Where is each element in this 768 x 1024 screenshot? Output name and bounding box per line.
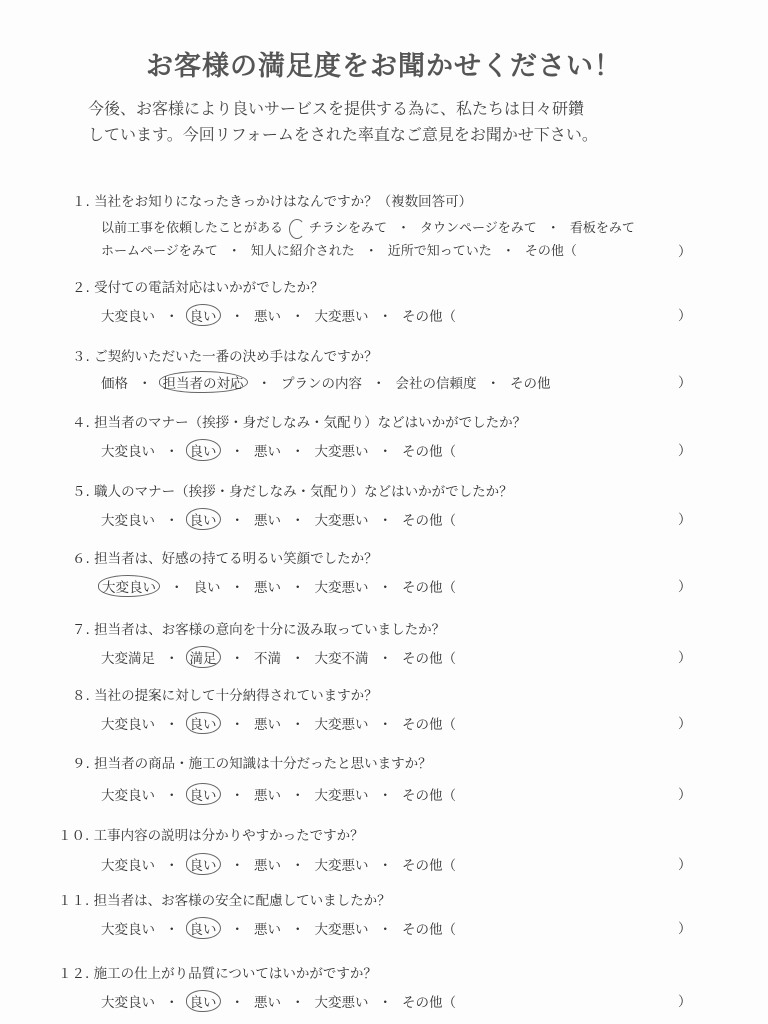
separator: ・ (170, 580, 184, 596)
question-3 (72, 345, 378, 365)
question-number: ６. (72, 551, 90, 567)
answer-option[interactable]: 悪い (254, 788, 281, 804)
question-2 (72, 276, 324, 296)
answer-option[interactable]: 大変良い (101, 858, 155, 874)
question-text: 担当者は、好感の持てる明るい笑顔でしたか？ (94, 551, 378, 567)
separator: ・ (291, 580, 305, 596)
answer-option[interactable]: 大変悪い (314, 444, 369, 460)
question-11 (58, 889, 391, 909)
answer-option[interactable]: 大変不満 (314, 651, 369, 667)
option[interactable]: ホームページをみて (101, 244, 218, 259)
question-text: 担当者の商品・施工の知識は十分だったと思いますか？ (94, 756, 432, 772)
question-text: 施工の仕上がり品質についてはいかがですか？ (93, 966, 377, 982)
answer-option[interactable]: 満足 (186, 646, 221, 668)
close-paren: ） (678, 244, 692, 260)
answer-options (101, 371, 688, 393)
separator: ・ (378, 444, 392, 460)
separator: ・ (165, 922, 179, 938)
separator: ・ (291, 858, 305, 874)
separator: ・ (165, 513, 179, 529)
separator: ・ (165, 995, 179, 1011)
separator: ・ (138, 376, 152, 392)
question-text: 受付ての電話対応はいかがでしたか？ (94, 280, 324, 296)
question-text: 職人のマナー（挨拶・身だしなみ・気配り）などはいかがでしたか？ (94, 484, 513, 500)
separator: ・ (291, 995, 305, 1011)
answer-option[interactable]: 大変良い (98, 575, 160, 597)
answer-options (101, 646, 688, 668)
separator: ・ (486, 376, 500, 392)
question-text: 担当者は、お客様の安全に配慮していましたか？ (93, 893, 391, 909)
question-5 (72, 480, 513, 500)
question-9 (72, 752, 432, 772)
question-text: 工事内容の説明は分かりやすかったですか？ (93, 828, 364, 844)
answer-option[interactable]: 悪い (254, 309, 281, 325)
answer-option[interactable]: その他（ (402, 858, 456, 874)
option[interactable]: 看板をみて (569, 221, 635, 236)
separator: ・ (230, 651, 244, 667)
separator: ・ (230, 444, 244, 460)
answer-option[interactable]: 大変悪い (314, 995, 369, 1011)
close-paren: ） (678, 443, 692, 459)
separator: ・ (165, 788, 179, 804)
intro-line: 今後、お客様により良いサービスを提供する為に、私たちは日々研鑽 (88, 99, 585, 118)
answer-option[interactable]: 悪い (254, 513, 281, 529)
separator: ・ (291, 513, 305, 529)
answer-option[interactable]: その他（ (402, 717, 456, 733)
separator: ・ (291, 717, 305, 733)
answer-option[interactable]: 不満 (254, 651, 281, 667)
option[interactable]: チラシをみて (309, 221, 388, 236)
answer-option[interactable]: 担当者の対応 (159, 371, 248, 393)
separator: ・ (230, 580, 244, 596)
answer-option[interactable]: 大変悪い (314, 309, 369, 325)
question-1 (72, 190, 472, 210)
question-number: ９. (72, 756, 90, 772)
answer-options (101, 783, 688, 805)
separator: ・ (230, 788, 244, 804)
answer-option[interactable]: 悪い (254, 858, 281, 874)
answer-option[interactable]: その他（ (402, 995, 456, 1011)
separator: ・ (230, 995, 244, 1011)
separator: ・ (378, 651, 392, 667)
answer-option[interactable]: その他（ (402, 651, 456, 667)
answer-option[interactable]: 大変良い (101, 922, 155, 938)
question-text: ご契約いただいた一番の決め手はなんですか？ (94, 349, 378, 365)
answer-option[interactable]: 大変良い (101, 995, 155, 1011)
separator: ・ (230, 309, 244, 325)
question-text: 当社の提案に対して十分納得されていますか？ (94, 688, 378, 704)
close-paren: ） (678, 994, 692, 1010)
separator: ・ (378, 858, 392, 874)
answer-options (101, 304, 688, 326)
q1-options-line2: ホームページをみて ・ 知人に紹介された ・ 近所で知っていた ・ その他（ (101, 244, 577, 259)
close-paren: ） (678, 579, 692, 595)
close-paren: ） (678, 375, 692, 391)
option[interactable]: その他（ (524, 244, 577, 259)
answer-option[interactable]: 大変良い (101, 513, 155, 529)
answer-options (101, 575, 688, 597)
separator: ・ (230, 858, 244, 874)
answer-option[interactable]: 良い (186, 990, 221, 1012)
answer-option[interactable]: その他（ (402, 788, 456, 804)
answer-option[interactable]: 大変悪い (314, 858, 369, 874)
answer-option[interactable]: その他（ (402, 922, 456, 938)
close-paren: ） (678, 716, 692, 732)
separator: ・ (378, 922, 392, 938)
answer-option[interactable]: 大変良い (101, 788, 155, 804)
answer-option[interactable]: その他（ (402, 513, 456, 529)
answer-option[interactable]: 悪い (254, 717, 281, 733)
separator: ・ (378, 309, 392, 325)
answer-options (101, 917, 688, 939)
intro-line: しています。今回リフォームをされた率直なご意見をお聞かせ下さい。 (88, 125, 598, 144)
answer-options (101, 439, 688, 461)
answer-option[interactable]: プランの内容 (281, 376, 362, 392)
separator: ・ (165, 651, 179, 667)
answer-option[interactable]: その他 (510, 376, 551, 392)
option[interactable]: 近所で知っていた (387, 244, 492, 259)
answer-option[interactable]: 大変悪い (314, 717, 369, 733)
answer-option[interactable]: 悪い (254, 922, 281, 938)
question-text: 担当者のマナー（挨拶・身だしなみ・気配り）などはいかがでしたか？ (94, 415, 527, 431)
question-12 (58, 962, 377, 982)
option[interactable]: タウンページをみて (420, 221, 537, 236)
separator: ・ (165, 858, 179, 874)
answer-options (101, 990, 688, 1012)
question-7 (72, 618, 445, 638)
separator: ・ (230, 513, 244, 529)
close-paren: ） (678, 787, 692, 803)
answer-option[interactable]: 良い (186, 304, 221, 326)
answer-option[interactable]: その他（ (402, 309, 456, 325)
separator: ・ (372, 376, 386, 392)
separator: ・ (291, 309, 305, 325)
answer-option[interactable]: その他（ (402, 444, 456, 460)
separator: ・ (378, 995, 392, 1011)
separator: ・ (291, 788, 305, 804)
page-title: お客様の満足度をお聞かせください！ (146, 51, 622, 82)
answer-option[interactable]: 良い (193, 580, 221, 596)
answer-option[interactable]: 大変悪い (314, 513, 369, 529)
answer-option[interactable]: 大変悪い (314, 788, 369, 804)
answer-option[interactable]: 大変良い (101, 717, 155, 733)
separator: ・ (291, 651, 305, 667)
question-number: ８. (72, 688, 90, 704)
close-paren: ） (678, 857, 692, 873)
handwritten-circle-mark (289, 219, 305, 239)
separator: ・ (230, 717, 244, 733)
question-text: 担当者は、お客様の意向を十分に汲み取っていましたか？ (94, 622, 446, 638)
answer-option[interactable]: 良い (186, 439, 221, 461)
q1-options-line1: 以前工事を依頼したことがある チラシをみて ・ タウンページをみて ・ 看板をみて (101, 217, 635, 239)
question-number: １１. (58, 893, 90, 909)
answer-option[interactable]: 大変悪い (314, 922, 369, 938)
separator: ・ (257, 376, 271, 392)
question-text: 当社をお知りになったきっかけはなんですか？（複数回答可） (94, 194, 473, 210)
answer-option[interactable]: 良い (186, 853, 221, 875)
answer-option[interactable]: 悪い (254, 995, 281, 1011)
option[interactable]: 知人に紹介された (250, 244, 355, 259)
question-6 (72, 547, 378, 567)
question-number: １０. (58, 828, 90, 844)
intro-text (88, 96, 728, 148)
question-number: ３. (72, 349, 90, 365)
separator: ・ (230, 922, 244, 938)
separator: ・ (291, 922, 305, 938)
question-number: １. (72, 194, 90, 210)
close-paren: ） (678, 921, 692, 937)
separator: ・ (291, 444, 305, 460)
question-number: ４. (72, 415, 90, 431)
answer-option[interactable]: 会社の信頼度 (395, 376, 477, 392)
question-number: ５. (72, 484, 90, 500)
close-paren: ） (678, 308, 692, 324)
answer-option[interactable]: 悪い (254, 444, 281, 460)
option[interactable]: 以前工事を依頼したことがある (101, 221, 284, 236)
separator: ・ (378, 788, 392, 804)
answer-option[interactable]: 大変悪い (314, 580, 369, 596)
separator: ・ (165, 309, 179, 325)
answer-option[interactable]: 良い (186, 917, 221, 939)
answer-option[interactable]: 大変良い (101, 444, 155, 460)
question-number: １２. (58, 966, 90, 982)
separator: ・ (165, 717, 179, 733)
answer-options (101, 508, 688, 530)
answer-option[interactable]: 価格 (101, 376, 128, 392)
answer-option[interactable]: その他（ (402, 580, 456, 596)
question-10 (58, 824, 364, 844)
close-paren: ） (678, 512, 692, 528)
question-number: ２. (72, 280, 90, 296)
question-4 (72, 411, 526, 431)
answer-options (101, 712, 688, 734)
question-number: ７. (72, 622, 90, 638)
separator: ・ (378, 717, 392, 733)
close-paren: ） (678, 650, 692, 666)
answer-option[interactable]: 悪い (254, 580, 281, 596)
answer-options (101, 853, 688, 875)
answer-option[interactable]: 良い (186, 712, 221, 734)
question-8 (72, 684, 378, 704)
answer-option[interactable]: 大変良い (101, 309, 155, 325)
answer-option[interactable]: 良い (186, 508, 221, 530)
answer-option[interactable]: 大変満足 (101, 651, 155, 667)
answer-option[interactable]: 良い (186, 783, 221, 805)
separator: ・ (378, 580, 392, 596)
separator: ・ (165, 444, 179, 460)
separator: ・ (378, 513, 392, 529)
